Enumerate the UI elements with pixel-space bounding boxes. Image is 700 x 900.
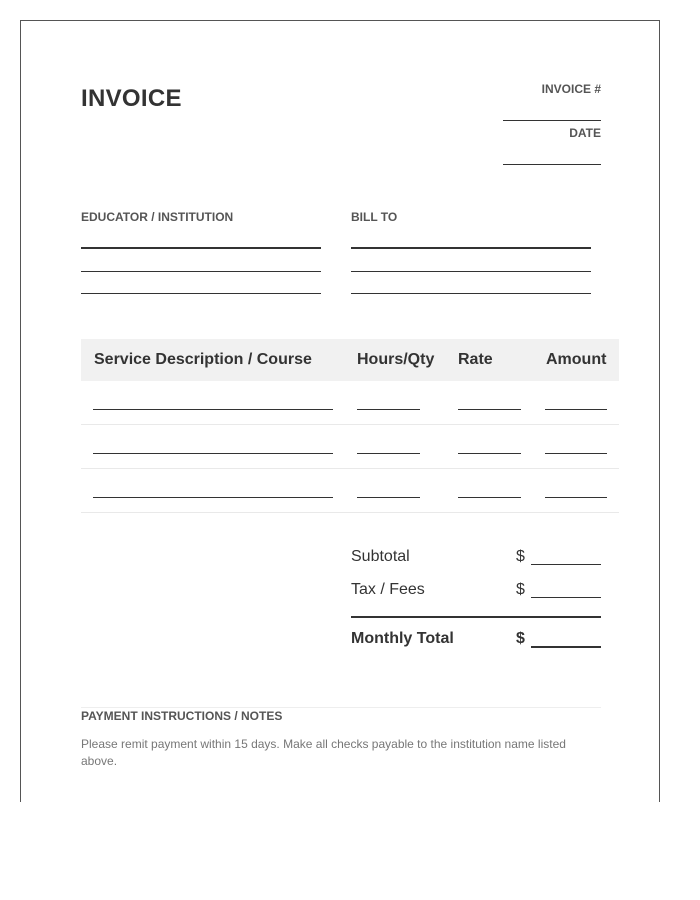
table-row <box>81 381 619 425</box>
bill-to-address-line-2[interactable] <box>351 293 591 294</box>
description-field[interactable] <box>93 409 333 410</box>
subtotal-currency-symbol: $ <box>516 548 525 565</box>
tax-fees-field[interactable] <box>531 597 601 598</box>
table-header-row <box>81 339 619 381</box>
rate-field[interactable] <box>458 497 521 498</box>
table-row <box>81 469 619 513</box>
column-header-hours-qty: Hours/Qty <box>357 351 435 368</box>
amount-field[interactable] <box>545 497 607 498</box>
invoice-title: INVOICE <box>81 85 182 112</box>
table-row <box>81 425 619 469</box>
amount-field[interactable] <box>545 453 607 454</box>
invoice-number-label: INVOICE # <box>541 82 601 96</box>
invoice-date-field[interactable] <box>503 164 601 165</box>
rate-field[interactable] <box>458 409 521 410</box>
tax-fees-label: Tax / Fees <box>351 581 425 598</box>
subtotal-label: Subtotal <box>351 548 410 565</box>
hours-qty-field[interactable] <box>357 453 420 454</box>
educator-institution-label: EDUCATOR / INSTITUTION <box>81 210 234 224</box>
hours-qty-field[interactable] <box>357 409 420 410</box>
tax-fees-currency-symbol: $ <box>516 581 525 598</box>
subtotal-field[interactable] <box>531 564 601 565</box>
educator-address-line-1[interactable] <box>81 271 321 272</box>
invoice-date-label: DATE <box>569 126 601 140</box>
description-field[interactable] <box>93 497 333 498</box>
notes-divider <box>81 707 601 708</box>
column-header-description: Service Description / Course <box>94 351 312 368</box>
rate-field[interactable] <box>458 453 521 454</box>
amount-field[interactable] <box>545 409 607 410</box>
bill-to-address-line-1[interactable] <box>351 271 591 272</box>
payment-instructions-text: Please remit payment within 15 days. Make all checks payable to the institution name listed above. <box>81 737 566 768</box>
totals-divider <box>351 616 601 618</box>
invoice-number-field[interactable] <box>503 120 601 121</box>
column-header-amount: Amount <box>546 351 607 368</box>
monthly-total-field[interactable] <box>531 646 601 648</box>
services-table <box>81 339 619 513</box>
payment-instructions-label: PAYMENT INSTRUCTIONS / NOTES <box>81 709 283 723</box>
invoice-sheet <box>20 20 660 802</box>
monthly-total-currency-symbol: $ <box>516 630 525 647</box>
column-header-rate: Rate <box>458 351 493 368</box>
monthly-total-label: Monthly Total <box>351 630 454 647</box>
educator-address-line-2[interactable] <box>81 293 321 294</box>
description-field[interactable] <box>93 453 333 454</box>
educator-name-field[interactable] <box>81 247 321 249</box>
bill-to-name-field[interactable] <box>351 247 591 249</box>
bill-to-label: BILL TO <box>351 210 398 224</box>
hours-qty-field[interactable] <box>357 497 420 498</box>
